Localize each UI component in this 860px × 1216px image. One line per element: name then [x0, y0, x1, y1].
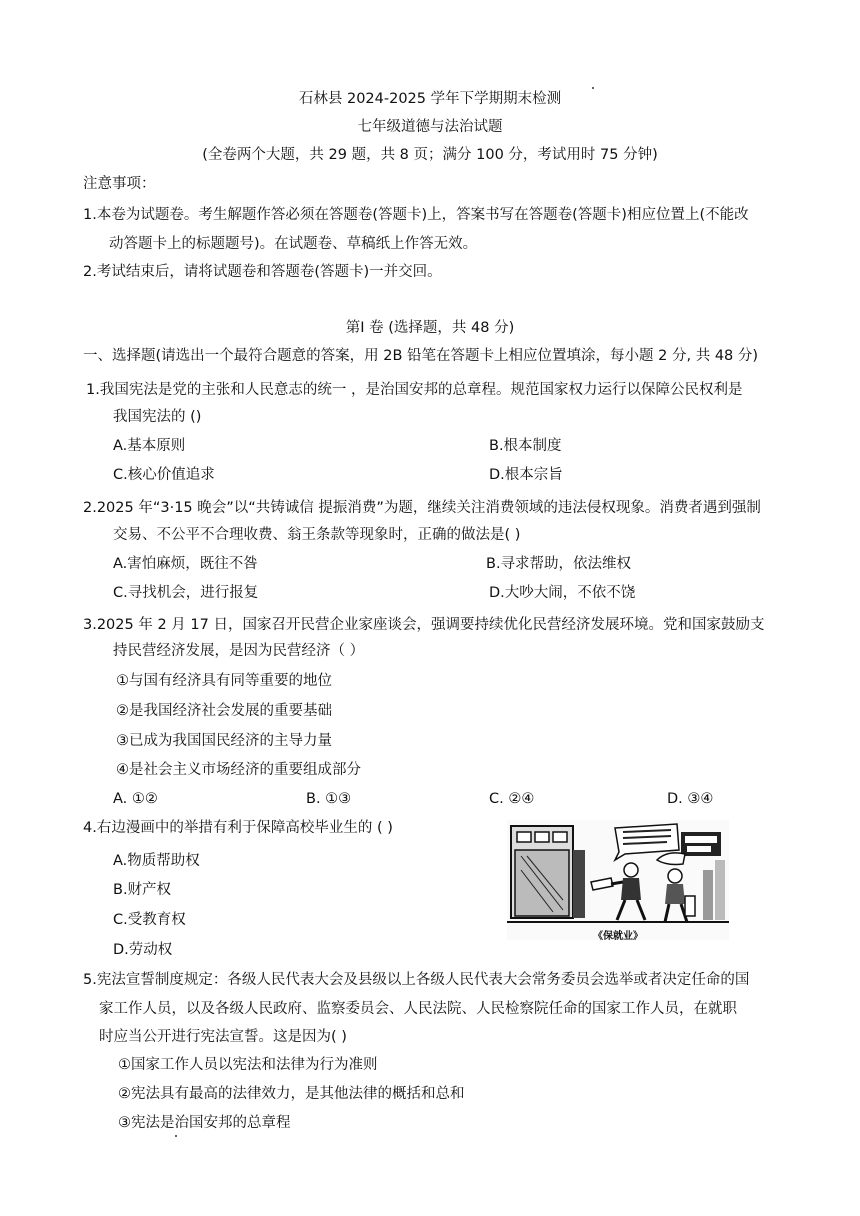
- q2-option-c: C.寻找机会，进行报复: [113, 585, 259, 601]
- exam-subtitle: 七年级道德与法治试题: [357, 119, 503, 135]
- notes-item-1: 1.本卷为试题卷。考生解题作答必须在答题卷(答题卡)上，答案书写在答题卷(答题卡)相应位置上(不能改: [83, 207, 749, 223]
- employment-cartoon-image: [507, 820, 729, 940]
- q1-option-c: C.核心价值追求: [113, 467, 215, 483]
- section-title: 第Ⅰ 卷 (选择题，共 48 分): [345, 320, 515, 336]
- cartoon-drawing: [507, 820, 729, 930]
- q3-option-b: B. ①③: [306, 791, 352, 807]
- q4-option-d: D.劳动权: [113, 942, 173, 958]
- q5-statement-3: ③宪法是治国安邦的总章程: [118, 1115, 291, 1131]
- question-1: 1.我国宪法是党的主张和人民意志的统一 ，是治国安邦的总章程。规范国家权力运行以保障公民权利是: [86, 382, 743, 398]
- q4-option-b: B.财产权: [113, 882, 172, 898]
- notes-item-1-cont: 动答题卡上的标题题号)。在试题卷、草稿纸上作答无效。: [109, 236, 478, 252]
- notes-item-2: 2.考试结束后，请将试题卷和答题卷(答题卡)一并交回。: [83, 264, 442, 280]
- q5-statement-2: ②宪法具有最高的法律效力，是其他法律的概括和总和: [118, 1086, 465, 1102]
- exam-title: 石林县 2024-2025 学年下学期期末检测: [298, 91, 562, 107]
- q3-statement-2: ②是我国经济社会发展的重要基础: [116, 703, 332, 719]
- q4-option-c: C.受教育权: [113, 912, 186, 928]
- question-3: 3.2025 年 2 月 17 日，国家召开民营企业家座谈会，强调要持续优化民营经济发展环境。党和国家鼓励支: [83, 617, 765, 633]
- q3-option-d: D. ③④: [667, 791, 714, 807]
- q4-option-a: A.物质帮助权: [113, 853, 200, 869]
- exam-scope: (全卷两个大题，共 29 题，共 8 页；满分 100 分，考试用时 75 分钟): [202, 147, 658, 163]
- q1-option-b: B.根本制度: [489, 438, 562, 454]
- question-3-cont: 持民营经济发展，是因为民营经济（ ）: [113, 643, 365, 659]
- q3-statement-4: ④是社会主义市场经济的重要组成部分: [116, 762, 361, 778]
- q1-option-d: D.根本宗旨: [489, 467, 563, 483]
- question-5-cont-1: 家工作人员，以及各级人民政府、监察委员会、人民法院、人民检察院任命的国家工作人员，在就职: [99, 1001, 737, 1017]
- cartoon-caption: 《保就业》: [593, 931, 643, 942]
- section-instruction: 一、选择题(请选出一个最符合题意的答案，用 2B 铅笔在答题卡上相应位置填涂，每小题 2 分, 共 48 分): [83, 348, 759, 364]
- q2-option-a: A.害怕麻烦，既往不咎: [113, 556, 258, 572]
- question-5: 5.宪法宣誓制度规定：各级人民代表大会及县级以上各级人民代表大会常务委员会选举或者决定任命的国: [83, 972, 750, 988]
- q2-option-d: D.大吵大闹，不依不饶: [489, 585, 636, 601]
- q3-option-a: A. ①②: [113, 791, 158, 807]
- q2-option-b: B.寻求帮助，依法维权: [486, 556, 632, 572]
- scan-dot: [175, 1135, 177, 1137]
- question-1-cont: 我国宪法的 (): [113, 409, 202, 425]
- question-2: 2.2025 年“3·15 晚会”以“共铸诚信 提振消费”为题，继续关注消费领域的违法侵权现象。消费者遇到强制: [83, 500, 761, 516]
- q1-option-a: A.基本原则: [113, 438, 186, 454]
- question-2-cont: 交易、不公平不合理收费、翁王条款等现象时，正确的做法是( ): [113, 527, 521, 543]
- q3-option-c: C. ②④: [489, 791, 535, 807]
- question-5-cont-2: 时应当公开进行宪法宣誓。这是因为( ): [99, 1029, 347, 1045]
- q3-statement-1: ①与国有经济具有同等重要的地位: [116, 673, 332, 689]
- q5-statement-1: ①国家工作人员以宪法和法律为行为准则: [118, 1057, 378, 1073]
- notes-heading: 注意事项：: [83, 176, 156, 192]
- question-4: 4.右边漫画中的举措有利于保障高校毕业生的 ( ): [83, 820, 393, 836]
- q3-statement-3: ③已成为我国国民经济的主导力量: [116, 733, 332, 749]
